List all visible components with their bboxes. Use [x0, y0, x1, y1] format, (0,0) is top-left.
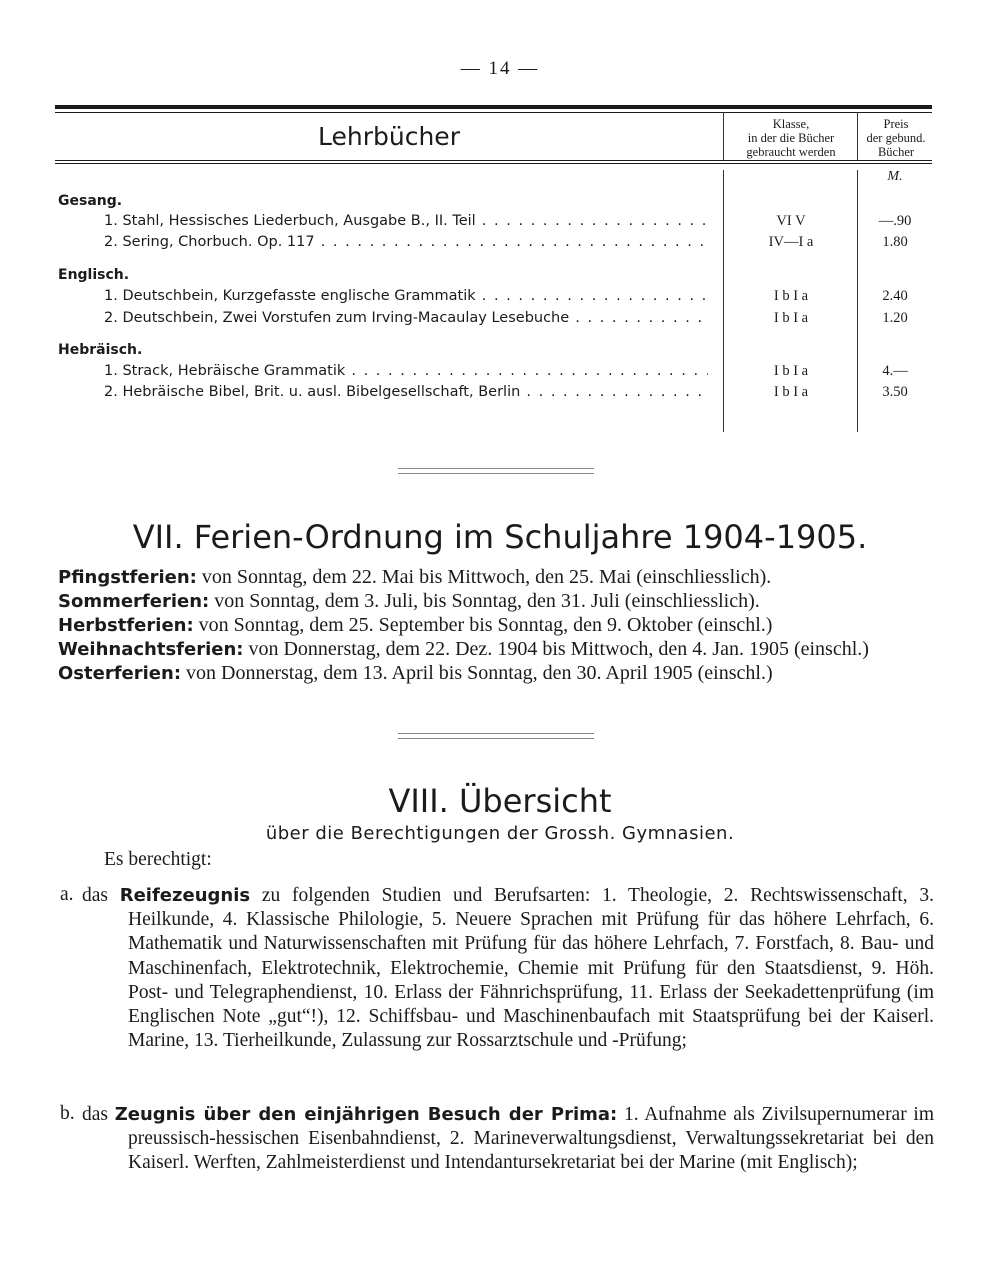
vacation-item — [58, 638, 869, 661]
book-class: I b I a — [773, 288, 809, 304]
vacation-item — [58, 662, 773, 685]
book-price: 1.20 — [882, 310, 908, 326]
vacation-text: von Sonntag, dem 25. September bis Sonntag, den 9. Oktober (einschl.) — [198, 614, 773, 636]
overview-subtitle: über die Berechtigungen der Grossh. Gymnasien. — [265, 823, 735, 844]
book-price: —.90 — [878, 213, 912, 229]
vacation-label: Pfingstferien: — [58, 567, 197, 588]
vacation-item — [58, 590, 760, 613]
class-header-line: gebraucht werden — [746, 145, 836, 159]
item-marker: b. — [60, 1103, 75, 1124]
overview-intro: Es berechtigt: — [104, 849, 212, 870]
item-text: 1. Aufnahme als Zivilsupernumerar im preussisch-hessischen Eisenbahndienst, 2. Marineverwaltungsdienst, Verwaltungssekretariat bei den Kaiserl. Werften, Zahlmeisterdienst und Intendantursekretariat bei der Marine (mit Englisch); — [128, 1104, 935, 1174]
price-column-header — [858, 117, 934, 159]
book-title: 1. Deutschbein, Kurzgefasste englische Grammatik . . . — [104, 288, 708, 304]
currency-label: M. — [887, 169, 903, 184]
item-bold: Zeugnis über den einjährigen Besuch der Prima: — [114, 1104, 618, 1125]
table-header-rule-2 — [55, 163, 932, 164]
table-title: Lehrbücher — [318, 122, 460, 151]
vacation-label: Osterferien: — [58, 663, 182, 684]
book-price: 3.50 — [882, 384, 908, 400]
vacation-label: Herbstferien: — [58, 615, 194, 636]
vacation-text: von Sonntag, dem 3. Juli, bis Sonntag, den 31. Juli (einschliesslich). — [214, 590, 760, 612]
vacation-label: Weihnachtsferien: — [58, 639, 244, 660]
book-title: 1. Strack, Hebräische Grammatik . . . — [104, 363, 708, 379]
item-prefix: das — [82, 885, 108, 906]
class-header-line: Klasse, — [772, 117, 810, 131]
page-number: — 14 — — [460, 58, 540, 79]
section-separator — [398, 468, 594, 474]
vacation-text: von Sonntag, dem 22. Mai bis Mittwoch, den 25. Mai (einschliesslich). — [201, 566, 772, 588]
book-class: IV—I a — [768, 234, 814, 250]
vacation-item — [58, 614, 772, 637]
item-prefix: das — [82, 1104, 108, 1125]
overview-item-a — [82, 884, 935, 1053]
book-title: 2. Hebräische Bibel, Brit. u. ausl. Bibelgesellschaft, Berlin . . . — [104, 384, 708, 400]
overview-item-b — [82, 1103, 935, 1176]
vacation-text: von Donnerstag, dem 13. April bis Sonntag, den 30. April 1905 (einschl.) — [186, 662, 773, 684]
class-column-header — [724, 117, 858, 159]
table-top-rule — [55, 105, 932, 109]
table-top-rule-thin — [55, 112, 932, 113]
price-header-line: Preis — [883, 117, 909, 131]
class-header-line: in der die Bücher — [747, 131, 835, 145]
item-bold: Reifezeugnis — [119, 885, 251, 906]
book-price: 2.40 — [882, 288, 908, 304]
book-title: 2. Sering, Chorbuch. Op. 117 . . . — [104, 234, 708, 250]
section-englisch: Englisch. — [58, 267, 130, 283]
vacation-item — [58, 566, 771, 589]
vacation-label: Sommerferien: — [58, 591, 210, 612]
book-price: 4.— — [882, 363, 908, 379]
table-header-rule — [55, 160, 932, 161]
book-price: 1.80 — [882, 234, 908, 250]
book-class: I b I a — [773, 310, 809, 326]
book-class: I b I a — [773, 363, 809, 379]
vacation-text: von Donnerstag, dem 22. Dez. 1904 bis Mittwoch, den 4. Jan. 1905 (einschl.) — [248, 638, 869, 660]
price-header-line: der gebund. — [866, 131, 926, 145]
overview-heading: VIII. Übersicht — [388, 782, 612, 820]
book-class: VI V — [776, 213, 806, 229]
item-text: zu folgenden Studien und Berufsarten: 1. Theologie, 2. Rechtswissenschaft, 3. Heilkunde, 4. Klassische Philologie, 5. Neuere Sprachen mit Prüfung für das höhere Lehrfach, 6. Mathematik und Naturwissenschaften mit Prüfung für das höhere Lehrfach, 7. Forstfach, 8. Bau- und Maschinenfach, Elektrotechnik, Elektrochemie, Chemie mit Prüfung für den Staatsdienst, 9. Höh. Post- und Telegraphendienst, 10. Erlass der Fähnrichsprüfung, 11. Erlass der Seekadettenprüfung (im Englischen Note „gut“!), 12. Schiffsbau- und Maschinenbaufach mit Staatsprüfung bei der Kaiserl. Marine, 13. Tierheilkunde, Zulassung zur Rossarztschule und -Prüfung; — [128, 885, 935, 1052]
item-marker: a. — [60, 884, 74, 905]
section-gesang: Gesang. — [58, 193, 123, 209]
section-hebraeisch: Hebräisch. — [58, 342, 143, 358]
book-title: 2. Deutschbein, Zwei Vorstufen zum Irving-Macaulay Lesebuche . . . — [104, 310, 708, 326]
book-title: 1. Stahl, Hessisches Liederbuch, Ausgabe B., II. Teil . . . — [104, 213, 708, 229]
vacation-heading: VII. Ferien-Ordnung im Schuljahre 1904-1905. — [132, 518, 868, 556]
book-class: I b I a — [773, 384, 809, 400]
price-header-line: Bücher — [877, 145, 915, 159]
section-separator — [398, 733, 594, 739]
